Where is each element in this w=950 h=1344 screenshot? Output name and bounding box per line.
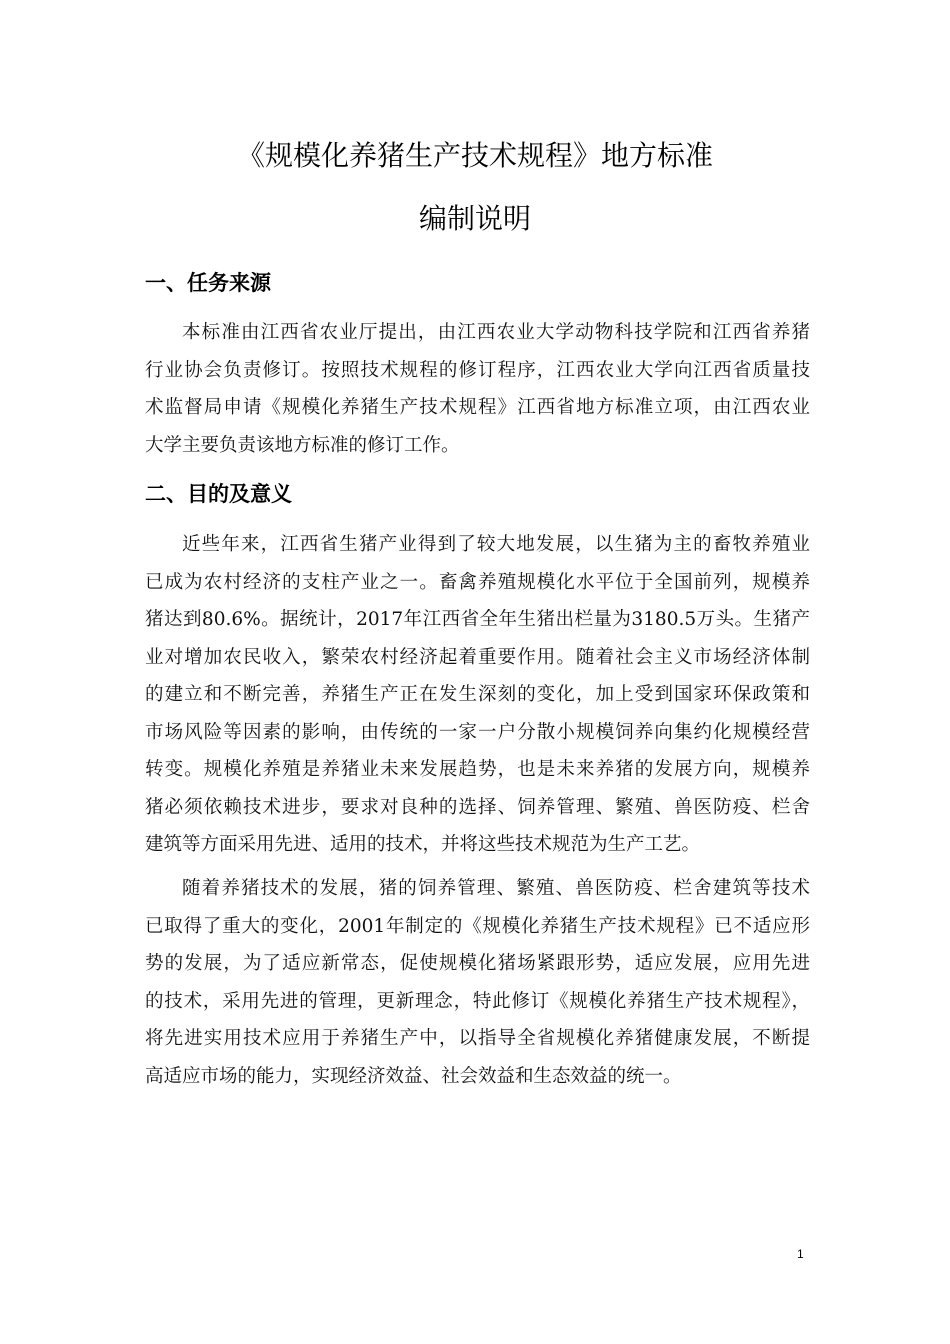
paragraph-line: 势的发展，为了适应新常态，促使规模化猪场紧跟形势，适应发展，应用先进 — [145, 953, 810, 974]
paragraph-line: 的建立和不断完善，养猪生产正在发生深刻的变化，加上受到国家环保政策和 — [145, 684, 810, 705]
paragraph-line: 大学主要负责该地方标准的修订工作。 — [145, 434, 460, 456]
paragraph-purpose-2 — [145, 870, 810, 1095]
paragraph-line: 行业协会负责修订。按照技术规程的修订程序，江西农业大学向江西省质量技 — [145, 359, 810, 381]
paragraph-line: 的技术，采用先进的管理，更新理念，特此修订《规模化养猪生产技术规程》， — [145, 990, 810, 1012]
paragraph-line: 已成为农村经济的支柱产业之一。畜禽养殖规模化水平位于全国前列，规模养 — [145, 571, 810, 593]
section-heading-task-source: 一、任务来源 — [145, 271, 271, 295]
paragraph-line: 随着养猪技术的发展，猪的饲养管理、繁殖、兽医防疫、栏舍建筑等技术 — [182, 878, 810, 899]
paragraph-line: 近些年来，江西省生猪产业得到了较大地发展，以生猪为主的畜牧养殖业 — [182, 534, 810, 555]
paragraph-purpose-1 — [145, 526, 810, 864]
paragraph-line: 转变。规模化养殖是养猪业未来发展趋势，也是未来养猪的发展方向，规模养 — [145, 759, 810, 780]
paragraph-line: 高适应市场的能力，实现经济效益、社会效益和生态效益的统一。 — [145, 1065, 682, 1087]
section-heading-purpose: 二、目的及意义 — [145, 482, 292, 506]
paragraph-task-source — [145, 314, 810, 464]
paragraph-line: 猪必须依赖技术进步，要求对良种的选择、饲养管理、繁殖、兽医防疫、栏舍 — [145, 796, 810, 818]
document-subtitle: 编制说明 — [418, 202, 531, 235]
paragraph-line: 已取得了重大的变化，2001年制定的《规模化养猪生产技术规程》已不适应形 — [145, 915, 810, 937]
paragraph-line: 术监督局申请《规模化养猪生产技术规程》江西省地方标准立项，由江西农业 — [145, 397, 810, 418]
paragraph-line: 市场风险等因素的影响，由传统的一家一户分散小规模饲养向集约化规模经营 — [145, 721, 810, 743]
paragraph-line: 本标准由江西省农业厅提出，由江西农业大学动物科技学院和江西省养猪 — [182, 322, 810, 343]
paragraph-line: 建筑等方面采用先进、适用的技术，并将这些技术规范为生产工艺。 — [145, 834, 701, 855]
paragraph-line: 将先进实用技术应用于养猪生产中，以指导全省规模化养猪健康发展，不断提 — [145, 1028, 810, 1049]
document-title: 《规模化养猪生产技术规程》地方标准 — [236, 139, 713, 172]
paragraph-line: 猪达到80.6%。据统计，2017年江西省全年生猪出栏量为3180.5万头。生猪产 — [145, 609, 810, 630]
paragraph-line: 业对增加农民收入，繁荣农村经济起着重要作用。随着社会主义市场经济体制 — [145, 646, 810, 668]
page-number: 1 — [797, 1247, 804, 1261]
